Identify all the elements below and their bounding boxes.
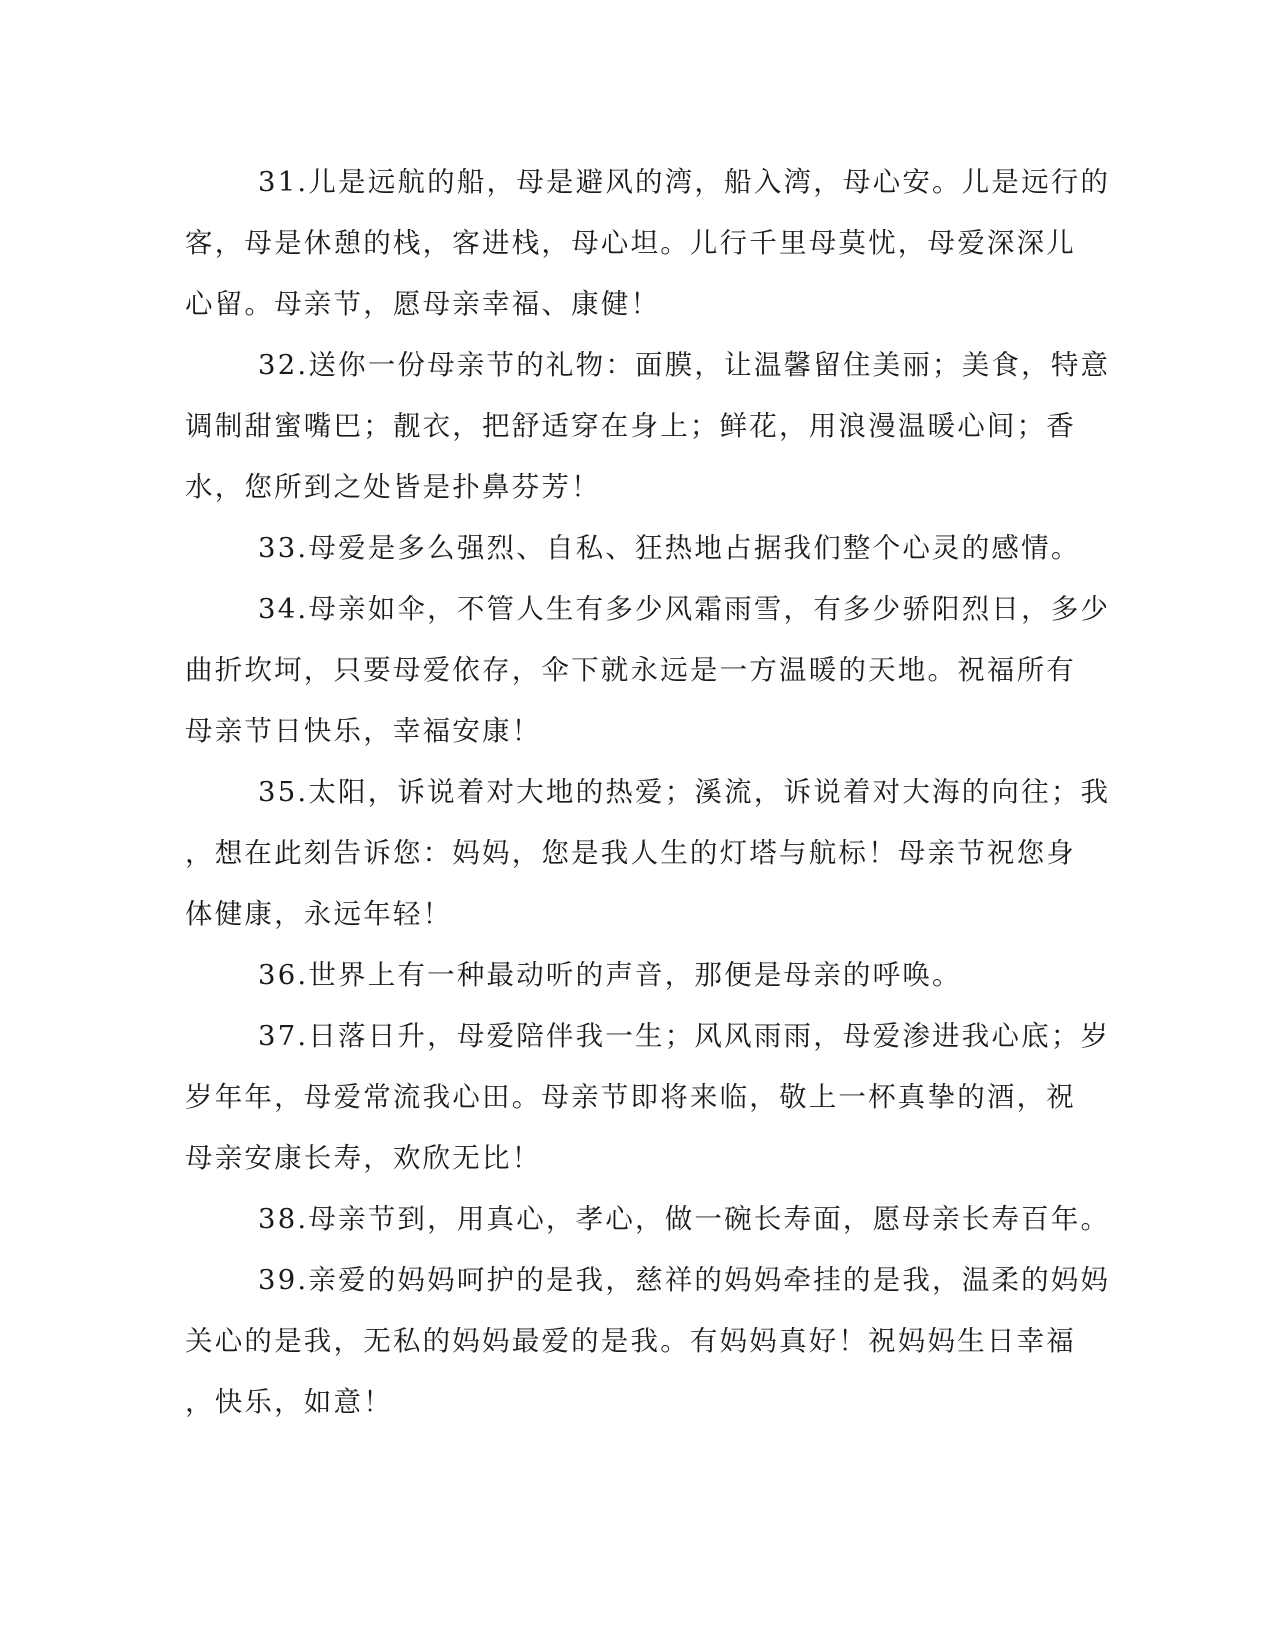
paragraph-line: 34.母亲如伞，不管人生有多少风霜雨雪，有多少骄阳烈日，多少 [258,593,1111,625]
paragraph-32 [185,335,1111,518]
paragraph-line: 38.母亲节到，用真心，孝心，做一碗长寿面，愿母亲长寿百年。 [258,1203,1111,1235]
paragraph-line: ，快乐，如意！ [185,1386,393,1418]
paragraph-line: 关心的是我，无私的妈妈最爱的是我。有妈妈真好！祝妈妈生日幸福 [185,1325,1076,1357]
paragraph-line: 母亲安康长寿，欢欣无比！ [185,1142,542,1174]
paragraph-line: 31.儿是远航的船，母是避风的湾，船入湾，母心安。儿是远行的 [258,166,1111,198]
paragraph-line: 母亲节日快乐，幸福安康！ [185,715,542,747]
paragraph-line: 37.日落日升，母爱陪伴我一生；风风雨雨，母爱渗进我心底；岁 [258,1020,1111,1052]
paragraph-35 [185,762,1111,945]
paragraph-line: 39.亲爱的妈妈呵护的是我，慈祥的妈妈牵挂的是我，温柔的妈妈 [258,1264,1111,1296]
paragraph-line: 客，母是休憩的栈，客进栈，母心坦。儿行千里母莫忧，母爱深深儿 [185,227,1076,259]
paragraph-36 [185,945,1070,1006]
paragraph-line: 曲折坎坷，只要母爱依存，伞下就永远是一方温暖的天地。祝福所有 [185,654,1076,686]
paragraph-37 [185,1006,1111,1189]
paragraph-34 [185,579,1111,762]
paragraph-line: 体健康，永远年轻！ [185,898,453,930]
document-page [185,152,1111,1433]
paragraph-line: 心留。母亲节，愿母亲幸福、康健！ [185,288,661,320]
paragraph-line: 调制甜蜜嘴巴；靓衣，把舒适穿在身上；鲜花，用浪漫温暖心间；香 [185,410,1076,442]
paragraph-line: 32.送你一份母亲节的礼物：面膜，让温馨留住美丽；美食，特意 [258,349,1111,381]
paragraph-line: ，想在此刻告诉您：妈妈，您是我人生的灯塔与航标！母亲节祝您身 [185,837,1076,869]
paragraph-line: 36.世界上有一种最动听的声音，那便是母亲的呼唤。 [258,959,962,991]
paragraph-line: 水，您所到之处皆是扑鼻芬芳！ [185,471,601,503]
paragraph-38 [185,1189,1111,1250]
paragraph-line: 35.太阳，诉说着对大地的热爱；溪流，诉说着对大海的向往；我 [258,776,1111,808]
paragraph-line: 33.母爱是多么强烈、自私、狂热地占据我们整个心灵的感情。 [258,532,1081,564]
paragraph-39 [185,1250,1111,1433]
paragraph-line: 岁年年，母爱常流我心田。母亲节即将来临，敬上一杯真挚的酒，祝 [185,1081,1076,1113]
paragraph-31 [185,152,1111,335]
paragraph-33 [185,518,1081,579]
